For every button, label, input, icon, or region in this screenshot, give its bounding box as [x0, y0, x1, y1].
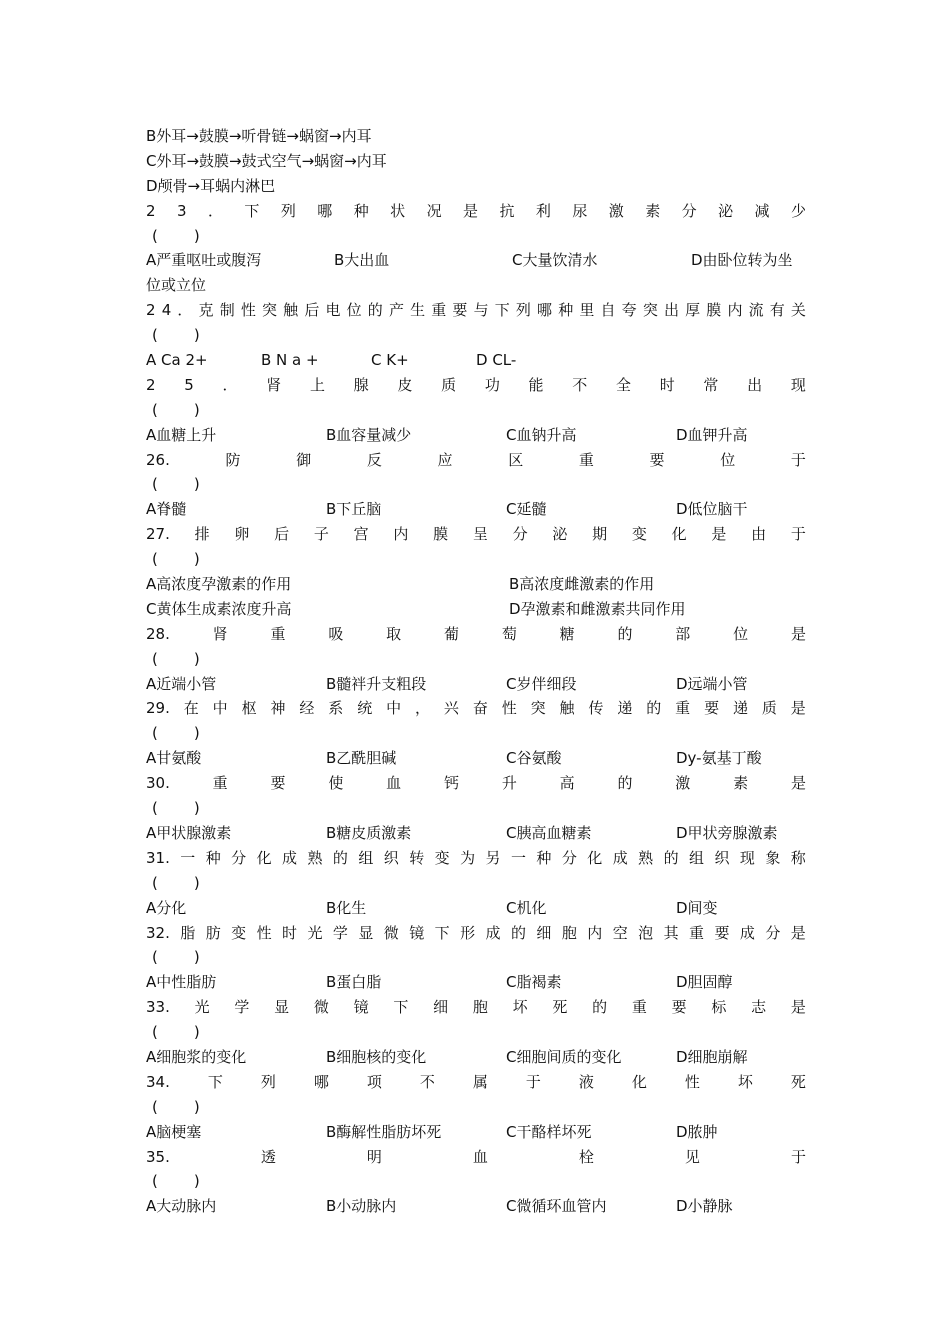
answer-option: A近端小管	[146, 674, 217, 693]
answer-option: C K+	[371, 351, 409, 370]
answer-option: A脑梗塞	[146, 1122, 202, 1141]
answer-option: D小静脉	[676, 1197, 733, 1216]
question-stem: 27. 排 卵 后 子 宫 内 膜 呈 分 泌 期 变 化 是 由 于	[146, 525, 806, 544]
question-list	[146, 199, 806, 1220]
options-row	[146, 248, 806, 273]
options-row	[146, 597, 806, 622]
answer-option: B糖皮质激素	[326, 823, 412, 842]
answer-option: A Ca 2+	[146, 351, 208, 370]
options-row	[146, 1120, 806, 1145]
answer-blank: ( )	[152, 400, 202, 419]
answer-option: B高浓度雌激素的作用	[509, 575, 655, 594]
answer-option: C大量饮清水	[512, 251, 598, 270]
question-stem: 35. 透 明 血 栓 见 于	[146, 1147, 806, 1166]
answer-blank: ( )	[152, 475, 202, 494]
answer-option: Dy-氨基丁酸	[676, 749, 762, 768]
question-stem: 26. 防 御 反 应 区 重 要 位 于	[146, 450, 806, 469]
document-page	[146, 124, 806, 1219]
answer-option: A甘氨酸	[146, 749, 202, 768]
question-stem: 2 3 ． 下 列 哪 种 状 况 是 抗 利 尿 激 素 分 泌 减 少	[146, 201, 806, 220]
answer-blank: ( )	[152, 1097, 202, 1116]
answer-option: B N a +	[261, 351, 319, 370]
options-row	[146, 423, 806, 448]
answer-option: C岁伴细段	[506, 674, 577, 693]
options-row	[146, 896, 806, 921]
answer-blank: ( )	[152, 326, 202, 345]
answer-option: D由卧位转为坐	[691, 251, 793, 270]
answer-option: D胆固醇	[676, 973, 733, 992]
answer-option: B细胞核的变化	[326, 1047, 427, 1066]
answer-option: C黄体生成素浓度升高	[146, 599, 292, 618]
options-row	[146, 1194, 806, 1219]
answer-blank: ( )	[152, 649, 202, 668]
answer-option: B化生	[326, 898, 367, 917]
answer-option: D血钾升高	[676, 425, 748, 444]
answer-option: A中性脂肪	[146, 973, 217, 992]
answer-blank: ( )	[152, 873, 202, 892]
answer-option-line: B外耳→鼓膜→听骨链→蜗窗→内耳	[146, 127, 372, 145]
answer-option: C干酪样坏死	[506, 1122, 592, 1141]
answer-option: B髓袢升支粗段	[326, 674, 427, 693]
question-stem: 28. 肾 重 吸 取 葡 萄 糖 的 部 位 是	[146, 624, 806, 643]
answer-option: C胰高血糖素	[506, 823, 592, 842]
answer-option: B血容量减少	[326, 425, 412, 444]
answer-option: A高浓度孕激素的作用	[146, 575, 292, 594]
options-row	[146, 746, 806, 771]
answer-blank: ( )	[152, 724, 202, 743]
options-row	[146, 497, 806, 522]
answer-option: A脊髓	[146, 500, 187, 519]
options-row	[146, 1045, 806, 1070]
answer-option: C血钠升高	[506, 425, 577, 444]
options-row	[146, 672, 806, 697]
question-stem: 2 4 ． 克 制 性 突 触 后 电 位 的 产 生 重 要 与 下 列 哪 种 里 自 夸 突 出 厚 膜 内 流 有 关	[146, 301, 806, 320]
answer-blank: ( )	[152, 550, 202, 569]
answer-option: D甲状旁腺激素	[676, 823, 778, 842]
options-row	[146, 970, 806, 995]
option-continuation: 位或立位	[146, 276, 207, 295]
answer-option: C脂褐素	[506, 973, 562, 992]
answer-option: C微循环血管内	[506, 1197, 607, 1216]
answer-option: C机化	[506, 898, 547, 917]
answer-blank: ( )	[152, 1023, 202, 1042]
answer-option-line: D颅骨→耳蜗内淋巴	[146, 176, 276, 195]
question-stem: 33. 光 学 显 微 镜 下 细 胞 坏 死 的 重 要 标 志 是	[146, 998, 806, 1017]
answer-option-line: C外耳→鼓膜→鼓式空气→蜗窗→内耳	[146, 151, 387, 170]
answer-option: D细胞崩解	[676, 1047, 748, 1066]
answer-option: B乙酰胆碱	[326, 749, 397, 768]
question-stem: 29. 在 中 枢 神 经 系 统 中 ， 兴 奋 性 突 触 传 递 的 重 要 递 质 是	[146, 699, 806, 718]
answer-option: B大出血	[334, 251, 390, 270]
question-stem: 34. 下 列 哪 项 不 属 于 液 化 性 坏 死	[146, 1072, 806, 1091]
answer-option: B下丘脑	[326, 500, 382, 519]
answer-option: A大动脉内	[146, 1197, 217, 1216]
answer-option: C谷氨酸	[506, 749, 562, 768]
answer-option: D孕激素和雌激素共同作用	[509, 599, 686, 618]
options-row	[146, 348, 806, 373]
answer-option: D脓肿	[676, 1122, 718, 1141]
answer-option: B蛋白脂	[326, 973, 382, 992]
answer-option: A血糖上升	[146, 425, 217, 444]
answer-option: D远端小管	[676, 674, 748, 693]
question-stem: 32. 脂 肪 变 性 时 光 学 显 微 镜 下 形 成 的 细 胞 内 空 泡 其 重 要 成 分 是	[146, 923, 806, 942]
answer-option: A分化	[146, 898, 187, 917]
answer-option: D间变	[676, 898, 718, 917]
options-row	[146, 821, 806, 846]
answer-blank: ( )	[152, 799, 202, 818]
answer-option: A甲状腺激素	[146, 823, 232, 842]
answer-option: D CL-	[476, 351, 517, 370]
answer-option: D低位脑干	[676, 500, 748, 519]
answer-option: B酶解性脂肪坏死	[326, 1122, 442, 1141]
options-row	[146, 572, 806, 597]
answer-blank: ( )	[152, 1172, 202, 1191]
question-stem: 31. 一 种 分 化 成 熟 的 组 织 转 变 为 另 一 种 分 化 成 熟 的 组 织 现 象 称	[146, 848, 806, 867]
question-stem: 2 5 ． 肾 上 腺 皮 质 功 能 不 全 时 常 出 现	[146, 375, 806, 394]
answer-option: A严重呕吐或腹泻	[146, 251, 262, 270]
answer-option: A细胞浆的变化	[146, 1047, 247, 1066]
answer-option: C延髓	[506, 500, 547, 519]
question-stem: 30. 重 要 使 血 钙 升 高 的 激 素 是	[146, 774, 806, 793]
answer-blank: ( )	[152, 226, 202, 245]
answer-option: B小动脉内	[326, 1197, 397, 1216]
answer-blank: ( )	[152, 948, 202, 967]
answer-option: C细胞间质的变化	[506, 1047, 622, 1066]
